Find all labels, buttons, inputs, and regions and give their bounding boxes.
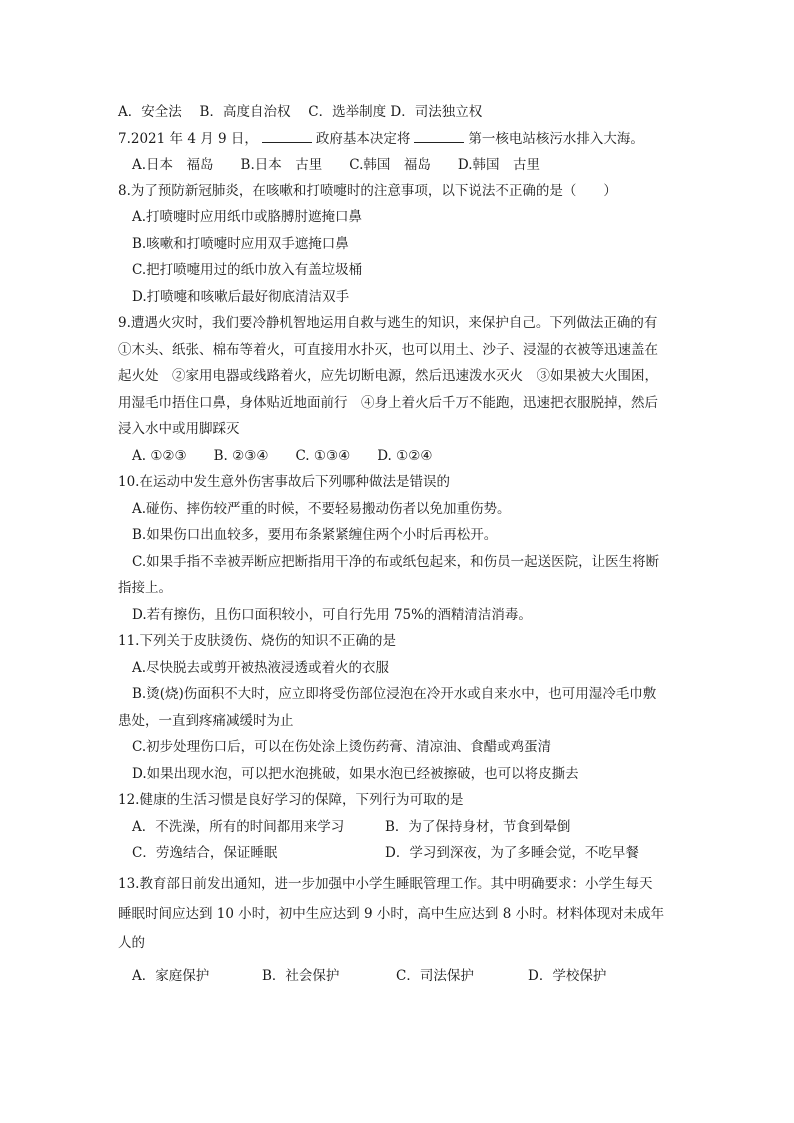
question-12-option-d: D．学习到深夜，为了多睡会觉，不吃早餐 — [385, 845, 639, 861]
question-11-option-c: C.初步处理伤口后，可以在伤处涂上烫伤药膏、清凉油、食醋或鸡蛋清 — [132, 739, 552, 755]
question-8-option-b: B.咳嗽和打喷嚏时应用双手遮掩口鼻 — [132, 236, 349, 252]
question-13-option-d: D．学校保护 — [528, 968, 607, 984]
question-12-option-a: A．不洗澡，所有的时间都用来学习 — [132, 819, 345, 835]
question-7-stem-part1: 7.2021 年 4 月 9 日， — [118, 131, 258, 147]
question-10-option-c-cont: 指接上。 — [118, 580, 172, 596]
question-9-stem-line: 用湿毛巾捂住口鼻，身体贴近地面前行 ④身上着火后千万不能跑，迅速把衣服脱掉，然后 — [118, 395, 658, 411]
question-8-stem: 8.为了预防新冠肺炎，在咳嗽和打喷嚏时的注意事项，以下说法不正确的是（ ） — [118, 183, 617, 199]
question-9-stem-line: 起火处 ②家用电器或线路着火，应先切断电源，然后迅速泼水灭火 ③如果被大火围困， — [118, 368, 658, 384]
answer-blank — [262, 128, 312, 143]
question-11-option-a: A.尽快脱去或剪开被热液浸透或着火的衣服 — [132, 660, 390, 676]
question-9-stem-line: ①木头、纸张、棉布等着火，可直接用水扑灭，也可以用土、沙子、浸湿的衣被等迅速盖在 — [118, 342, 658, 358]
question-13-stem-line: 13.教育部日前发出通知，进一步加强中小学生睡眠管理工作。其中明确要求：小学生每天 — [118, 876, 653, 892]
question-13-option-b: B．社会保护 — [262, 968, 340, 984]
question-6-options: A．安全法 B．高度自治权 C．选举制度 D．司法独立权 — [118, 104, 483, 120]
question-11-option-b-cont: 患处，一直到疼痛减缓时为止 — [118, 713, 294, 729]
question-10-stem: 10.在运动中发生意外伤害事故后下列哪种做法是错误的 — [118, 474, 450, 490]
question-9-stem-line: 9.遭遇火灾时，我们要冷静机智地运用自救与逃生的知识，来保护自己。下列做法正确的有 — [118, 315, 658, 331]
question-13-stem-line: 睡眠时间应达到 10 小时，初中生应达到 9 小时，高中生应达到 8 小时。材料体现对未成年 — [118, 906, 665, 922]
question-12-option-c: C．劳逸结合，保证睡眠 — [132, 845, 278, 861]
question-8-option-d: D.打喷嚏和咳嗽后最好彻底清洁双手 — [132, 289, 350, 305]
question-8-option-c: C.把打喷嚏用过的纸巾放入有盖垃圾桶 — [132, 262, 363, 278]
question-13-option-a: A．家庭保护 — [132, 968, 210, 984]
question-7-options: A.日本 福岛 B.日本 古里 C.韩国 福岛 D.韩国 古里 — [132, 157, 541, 173]
question-7-stem-part3: 第一核电站核污水排入大海。 — [468, 131, 644, 147]
question-8-option-a: A.打喷嚏时应用纸巾或胳膊肘遮掩口鼻 — [132, 209, 363, 225]
question-11-stem: 11.下列关于皮肤烫伤、烧伤的知识不正确的是 — [118, 633, 396, 649]
question-10-option-a: A.碰伤、摔伤较严重的时候，不要轻易搬动伤者以免加重伤势。 — [132, 501, 511, 517]
question-10-option-c: C.如果手指不幸被弄断应把断指用干净的布或纸包起来，和伤员一起送医院，让医生将断 — [132, 554, 660, 570]
question-10-option-b: B.如果伤口出血较多，要用布条紧紧缠住两个小时后再松开。 — [132, 527, 498, 543]
question-11-option-d: D.如果出现水泡，可以把水泡挑破，如果水泡已经被擦破，也可以将皮撕去 — [132, 766, 579, 782]
question-11-option-b: B.烫(烧)伤面积不大时，应立即将受伤部位浸泡在冷开水或自来水中，也可用湿冷毛巾敷 — [132, 686, 657, 702]
question-12-option-b: B．为了保持身材，节食到晕倒 — [385, 819, 571, 835]
question-7-stem — [118, 128, 644, 149]
answer-blank — [414, 128, 464, 143]
question-13-stem-line: 人的 — [118, 935, 145, 951]
question-7-stem-part2: 政府基本决定将 — [315, 131, 411, 147]
question-13-option-c: C．司法保护 — [396, 968, 474, 984]
question-9-stem-line: 浸入水中或用脚踩灭 — [118, 421, 240, 437]
question-10-option-d: D.若有擦伤，且伤口面积较小，可自行先用 75%的酒精清洁消毒。 — [132, 607, 532, 623]
question-12-stem: 12.健康的生活习惯是良好学习的保障，下列行为可取的是 — [118, 792, 464, 808]
question-9-options: A. ①②③ B. ②③④ C. ①③④ D. ①②④ — [132, 448, 433, 464]
